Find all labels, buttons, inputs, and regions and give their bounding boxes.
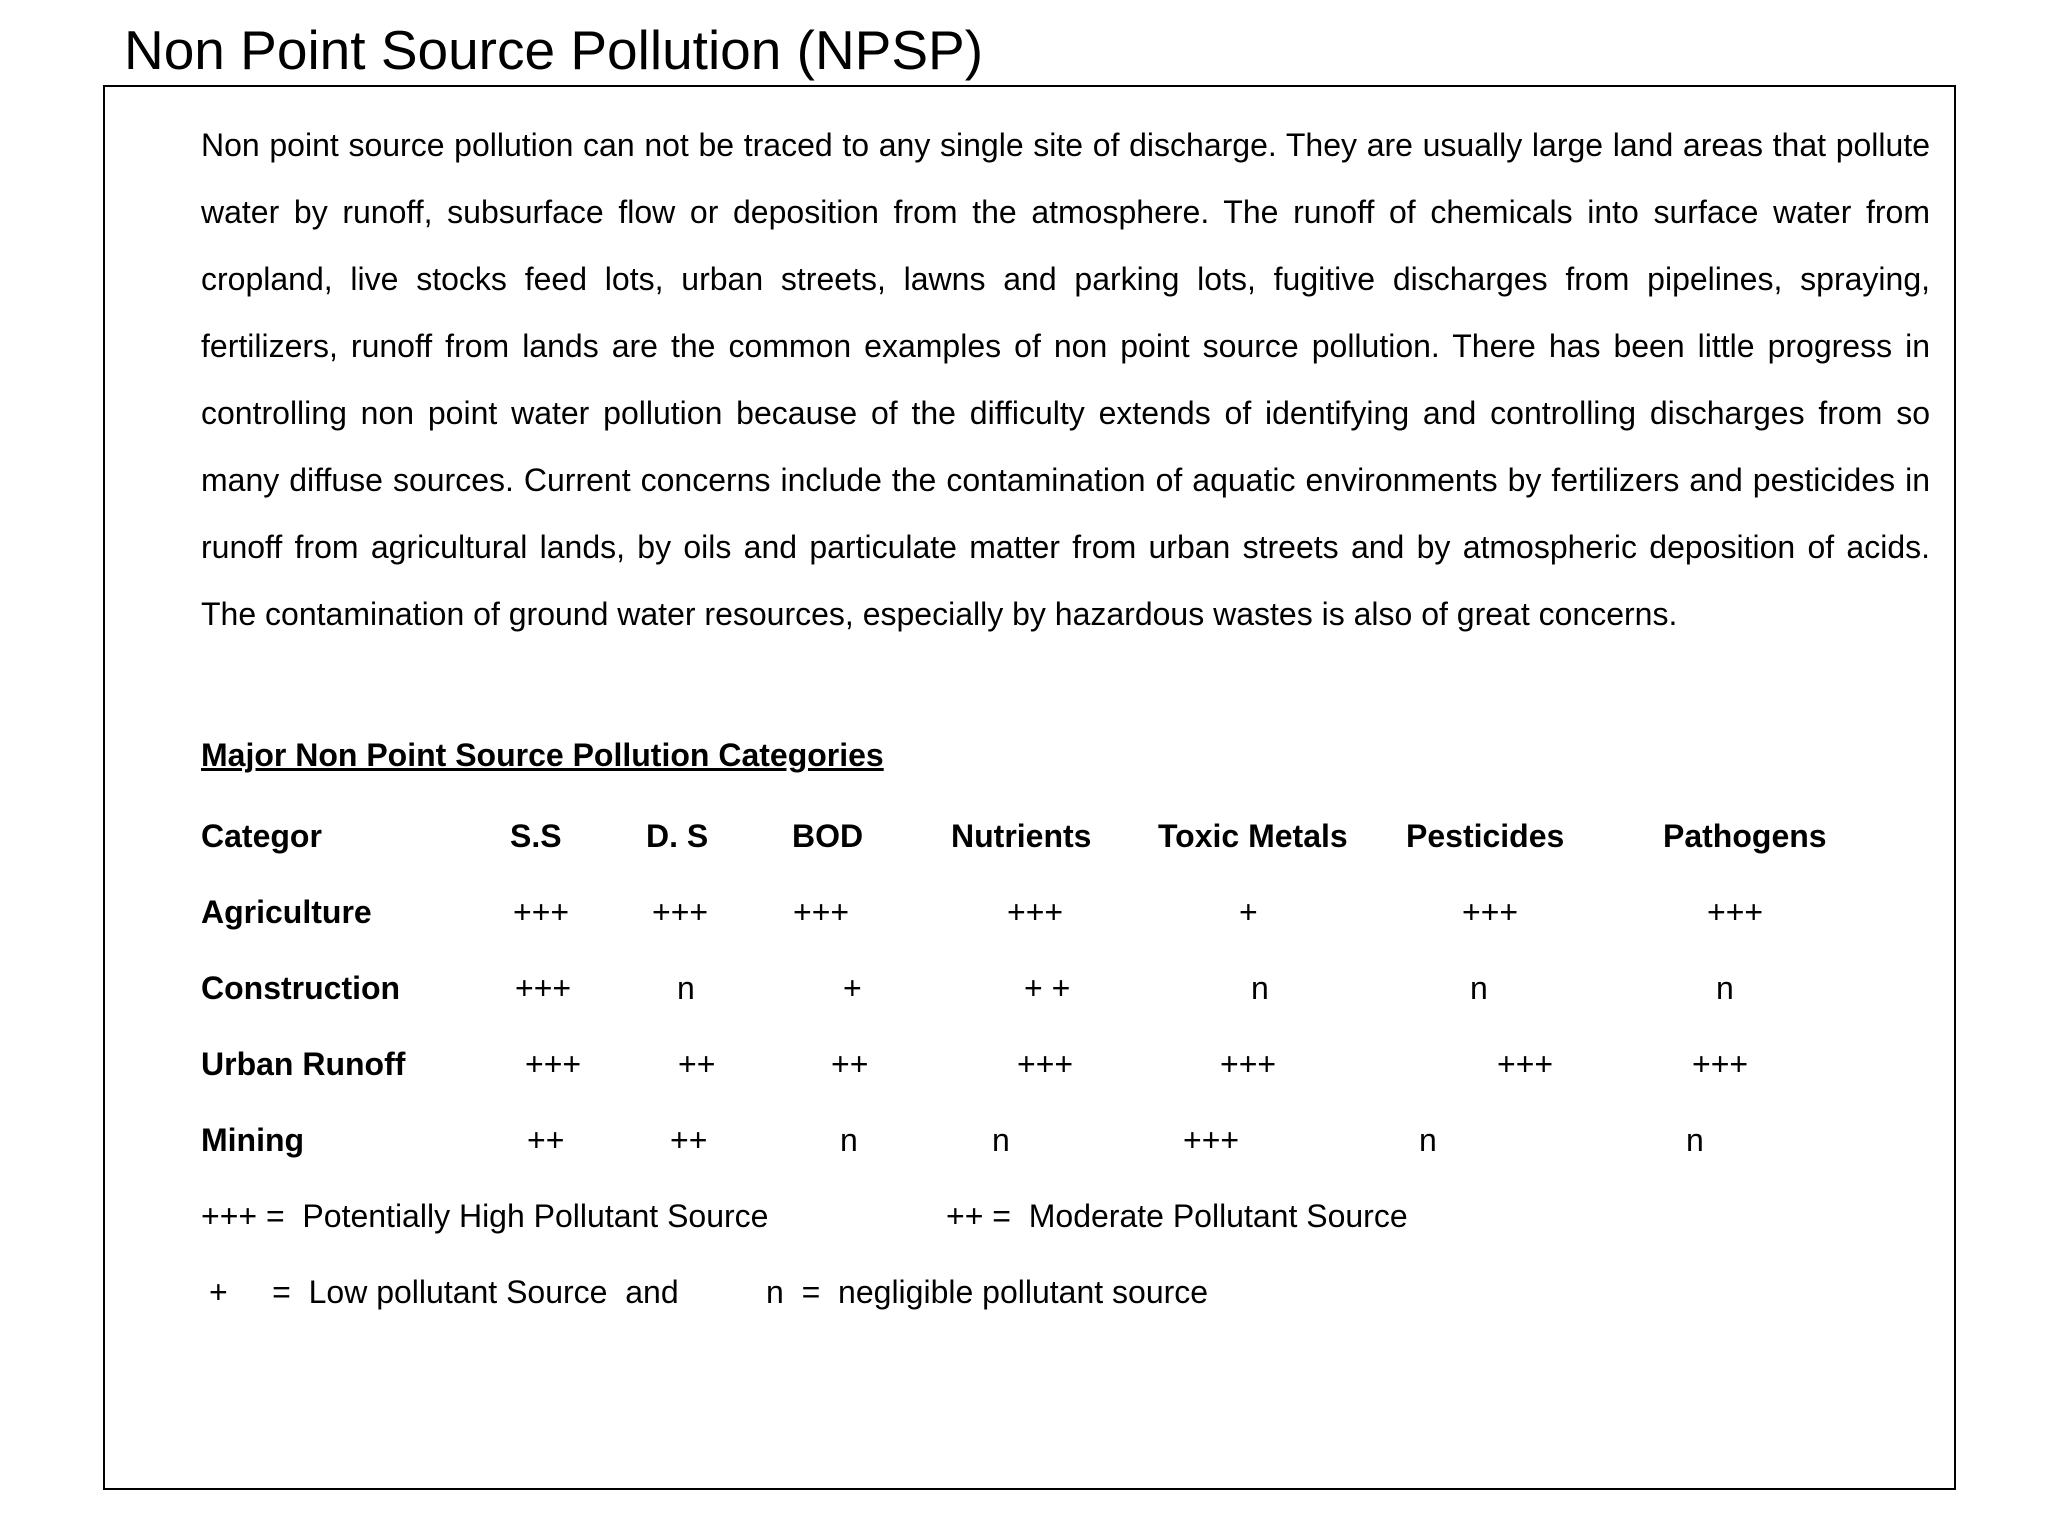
table-heading: Major Non Point Source Pollution Categories: [201, 737, 884, 773]
cell-ss: +++: [515, 970, 572, 1006]
cell-pathogens: n: [1686, 1122, 1704, 1158]
legend-low: + = Low pollutant Source and: [209, 1274, 679, 1310]
cell-nutrients: + +: [1024, 970, 1071, 1006]
cell-pathogens: n: [1716, 970, 1734, 1006]
cell-toxic-metals: n: [1251, 970, 1269, 1006]
legend-negligible: n = negligible pollutant source: [766, 1274, 1209, 1310]
cell-toxic-metals: +++: [1183, 1122, 1240, 1158]
cell-ds: ++: [678, 1046, 716, 1082]
legend-high: +++ = Potentially High Pollutant Source: [201, 1198, 769, 1234]
header-bod: BOD: [792, 818, 864, 854]
table-row: [0, 963, 2048, 1013]
table-row: [0, 1039, 2048, 1089]
cell-pesticides: +++: [1497, 1046, 1554, 1082]
row-category: Construction: [201, 970, 401, 1006]
header-ss: S.S: [510, 818, 562, 854]
legend-moderate: ++ = Moderate Pollutant Source: [946, 1198, 1408, 1234]
cell-nutrients: +++: [1007, 894, 1064, 930]
header-category: Categor: [201, 818, 322, 854]
header-toxic-metals: Toxic Metals: [1158, 818, 1348, 854]
cell-ss: +++: [513, 894, 570, 930]
cell-ss: ++: [527, 1122, 565, 1158]
row-category: Urban Runoff: [201, 1046, 406, 1082]
cell-pesticides: +++: [1462, 894, 1519, 930]
cell-toxic-metals: +: [1239, 894, 1258, 930]
cell-ds: n: [677, 970, 695, 1006]
header-pesticides: Pesticides: [1406, 818, 1565, 854]
cell-bod: +++: [793, 894, 850, 930]
table-row: [0, 1115, 2048, 1165]
cell-pesticides: n: [1470, 970, 1488, 1006]
table-row: [0, 887, 2048, 937]
cell-ds: ++: [670, 1122, 708, 1158]
table-header-row: [0, 811, 2048, 861]
row-category: Mining: [201, 1122, 305, 1158]
cell-pathogens: +++: [1707, 894, 1764, 930]
row-category: Agriculture: [201, 894, 372, 930]
cell-bod: ++: [831, 1046, 869, 1082]
cell-nutrients: +++: [1017, 1046, 1074, 1082]
header-pathogens: Pathogens: [1663, 818, 1827, 854]
cell-ss: +++: [525, 1046, 582, 1082]
cell-bod: n: [840, 1122, 858, 1158]
header-ds: D. S: [646, 818, 709, 854]
cell-toxic-metals: +++: [1220, 1046, 1277, 1082]
header-nutrients: Nutrients: [951, 818, 1092, 854]
page-title: Non Point Source Pollution (NPSP): [124, 19, 984, 81]
body-paragraph: Non point source pollution can not be traced to any single site of discharge. They are usually large land areas that pollute water by runoff, subsurface flow or deposition from the atmosphere. The runoff of chemicals into surface water from cropland, live stocks feed lots, urban streets, lawns and parking lots, fugitive discharges from pipelines, spraying, fertilizers, runoff from lands are the common examples of non point source pollution. There has been little progress in controlling non point water pollution because of the difficulty extends of identifying and controlling discharges from so many diffuse sources. Current concerns include the contamination of aquatic environments by fertilizers and pesticides in runoff from agricultural lands, by oils and particulate matter from urban streets and by atmospheric deposition of acids. The contamination of ground water resources, especially by hazardous wastes is also of great concerns.: [201, 127, 1930, 632]
cell-ds: +++: [652, 894, 709, 930]
cell-pathogens: +++: [1692, 1046, 1749, 1082]
cell-bod: +: [843, 970, 862, 1006]
cell-nutrients: n: [992, 1122, 1010, 1158]
cell-pesticides: n: [1419, 1122, 1437, 1158]
